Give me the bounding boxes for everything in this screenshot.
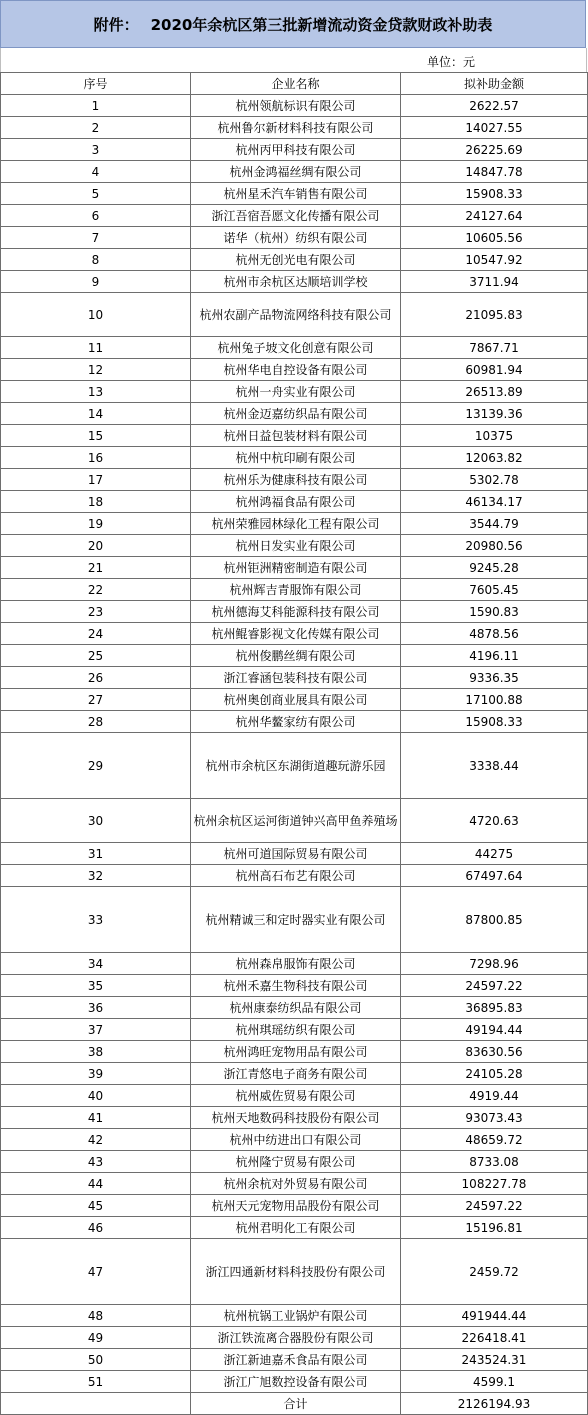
row-number: 8	[1, 249, 191, 271]
row-number: 36	[1, 997, 191, 1019]
subsidy-amount: 7605.45	[401, 579, 588, 601]
table-row	[1, 535, 588, 557]
company-name: 杭州日发实业有限公司	[191, 535, 401, 557]
table-row	[1, 1151, 588, 1173]
table-row	[1, 249, 588, 271]
row-number: 50	[1, 1349, 191, 1371]
company-name: 杭州农副产品物流网络科技有限公司	[191, 293, 401, 337]
table-row	[1, 1195, 588, 1217]
table-row	[1, 1217, 588, 1239]
table-row	[1, 117, 588, 139]
table-row	[1, 205, 588, 227]
company-name: 杭州辉吉青服饰有限公司	[191, 579, 401, 601]
table-row	[1, 1041, 588, 1063]
table-row	[1, 975, 588, 997]
row-number: 17	[1, 469, 191, 491]
subsidy-amount: 15908.33	[401, 183, 588, 205]
header-no: 序号	[1, 73, 191, 95]
row-number: 23	[1, 601, 191, 623]
company-name: 杭州钜洲精密制造有限公司	[191, 557, 401, 579]
table-row	[1, 865, 588, 887]
subsidy-amount: 10547.92	[401, 249, 588, 271]
row-number: 33	[1, 887, 191, 953]
row-number: 20	[1, 535, 191, 557]
table-row	[1, 1129, 588, 1151]
row-number: 22	[1, 579, 191, 601]
row-number: 41	[1, 1107, 191, 1129]
subsidy-amount: 12063.82	[401, 447, 588, 469]
row-number: 43	[1, 1151, 191, 1173]
company-name: 杭州高石布艺有限公司	[191, 865, 401, 887]
table-row	[1, 183, 588, 205]
company-name: 杭州中杭印刷有限公司	[191, 447, 401, 469]
table-body	[1, 73, 588, 1415]
row-number: 51	[1, 1371, 191, 1393]
subsidy-amount: 4878.56	[401, 623, 588, 645]
table-row	[1, 161, 588, 183]
subsidy-amount: 3711.94	[401, 271, 588, 293]
row-number: 13	[1, 381, 191, 403]
company-name: 杭州华鳌家纺有限公司	[191, 711, 401, 733]
table-row	[1, 557, 588, 579]
company-name: 杭州市余杭区东湖街道趣玩游乐园	[191, 733, 401, 799]
table-row	[1, 645, 588, 667]
table-row	[1, 623, 588, 645]
subsidy-amount: 49194.44	[401, 1019, 588, 1041]
company-name: 杭州金迈嘉纺织品有限公司	[191, 403, 401, 425]
company-name: 杭州一舟实业有限公司	[191, 381, 401, 403]
row-number: 4	[1, 161, 191, 183]
subsidy-amount: 21095.83	[401, 293, 588, 337]
subsidy-amount: 7867.71	[401, 337, 588, 359]
subsidy-amount: 2622.57	[401, 95, 588, 117]
company-name: 浙江青悠电子商务有限公司	[191, 1063, 401, 1085]
row-number: 21	[1, 557, 191, 579]
company-name: 杭州领航标识有限公司	[191, 95, 401, 117]
subsidy-amount: 4919.44	[401, 1085, 588, 1107]
company-name: 杭州鸿福食品有限公司	[191, 491, 401, 513]
total-row	[1, 1393, 588, 1415]
row-number: 1	[1, 95, 191, 117]
subsidy-amount: 93073.43	[401, 1107, 588, 1129]
subsidy-amount: 9245.28	[401, 557, 588, 579]
table-row	[1, 293, 588, 337]
row-number: 10	[1, 293, 191, 337]
table-row	[1, 513, 588, 535]
company-name: 杭州日益包装材料有限公司	[191, 425, 401, 447]
table-row	[1, 447, 588, 469]
subsidy-amount: 13139.36	[401, 403, 588, 425]
table-row	[1, 1173, 588, 1195]
table-row	[1, 381, 588, 403]
company-name: 浙江铁流离合器股份有限公司	[191, 1327, 401, 1349]
subsidy-amount: 17100.88	[401, 689, 588, 711]
subsidy-amount: 3338.44	[401, 733, 588, 799]
company-name: 杭州隆宁贸易有限公司	[191, 1151, 401, 1173]
row-number: 2	[1, 117, 191, 139]
title-prefix: 附件：	[93, 15, 139, 34]
row-number: 46	[1, 1217, 191, 1239]
subsidy-amount: 4599.1	[401, 1371, 588, 1393]
row-number: 49	[1, 1327, 191, 1349]
header-row	[1, 73, 588, 95]
row-number: 37	[1, 1019, 191, 1041]
company-name: 杭州森帛服饰有限公司	[191, 953, 401, 975]
table-row	[1, 1019, 588, 1041]
table-row	[1, 491, 588, 513]
company-name: 杭州兔子坡文化创意有限公司	[191, 337, 401, 359]
subsidy-amount: 8733.08	[401, 1151, 588, 1173]
subsidy-amount: 4196.11	[401, 645, 588, 667]
table-row	[1, 403, 588, 425]
table-row	[1, 711, 588, 733]
table-row	[1, 579, 588, 601]
subsidy-amount: 2459.72	[401, 1239, 588, 1305]
company-name: 浙江广旭数控设备有限公司	[191, 1371, 401, 1393]
company-name: 杭州禾嘉生物科技有限公司	[191, 975, 401, 997]
table-row	[1, 997, 588, 1019]
company-name: 杭州丙甲科技有限公司	[191, 139, 401, 161]
table-title-bar	[0, 0, 586, 48]
company-name: 杭州可道国际贸易有限公司	[191, 843, 401, 865]
table-row	[1, 1239, 588, 1305]
total-label: 合计	[191, 1393, 401, 1415]
row-number: 18	[1, 491, 191, 513]
table-row	[1, 1371, 588, 1393]
row-number: 42	[1, 1129, 191, 1151]
subsidy-amount: 24597.22	[401, 1195, 588, 1217]
company-name: 杭州余杭区运河街道钟兴高甲鱼养殖场	[191, 799, 401, 843]
subsidy-amount: 46134.17	[401, 491, 588, 513]
subsidy-amount: 15196.81	[401, 1217, 588, 1239]
table-row	[1, 425, 588, 447]
header-company: 企业名称	[191, 73, 401, 95]
total-amount: 2126194.93	[401, 1393, 588, 1415]
company-name: 杭州精诚三和定时器实业有限公司	[191, 887, 401, 953]
company-name: 杭州天地数码科技股份有限公司	[191, 1107, 401, 1129]
company-name: 杭州乐为健康科技有限公司	[191, 469, 401, 491]
table-row	[1, 953, 588, 975]
row-number: 34	[1, 953, 191, 975]
subsidy-amount: 226418.41	[401, 1327, 588, 1349]
row-number: 39	[1, 1063, 191, 1085]
company-name: 浙江睿涵包装科技有限公司	[191, 667, 401, 689]
table-row	[1, 733, 588, 799]
row-number: 44	[1, 1173, 191, 1195]
company-name: 杭州荣雅园林绿化工程有限公司	[191, 513, 401, 535]
company-name: 杭州鲲睿影视文化传媒有限公司	[191, 623, 401, 645]
company-name: 杭州琪瑶纺织有限公司	[191, 1019, 401, 1041]
subsidy-amount: 1590.83	[401, 601, 588, 623]
table-row	[1, 1085, 588, 1107]
subsidy-table	[0, 72, 588, 1415]
table-row	[1, 843, 588, 865]
subsidy-amount: 20980.56	[401, 535, 588, 557]
table-row	[1, 139, 588, 161]
company-name: 杭州无创光电有限公司	[191, 249, 401, 271]
subsidy-amount: 5302.78	[401, 469, 588, 491]
table-row	[1, 601, 588, 623]
row-number: 32	[1, 865, 191, 887]
row-number: 38	[1, 1041, 191, 1063]
table-row	[1, 271, 588, 293]
row-number: 7	[1, 227, 191, 249]
subsidy-amount: 10375	[401, 425, 588, 447]
subsidy-amount: 24597.22	[401, 975, 588, 997]
subsidy-amount: 15908.33	[401, 711, 588, 733]
subsidy-amount: 491944.44	[401, 1305, 588, 1327]
row-number: 3	[1, 139, 191, 161]
row-number: 25	[1, 645, 191, 667]
row-number: 30	[1, 799, 191, 843]
subsidy-amount: 87800.85	[401, 887, 588, 953]
row-number: 19	[1, 513, 191, 535]
company-name: 杭州康泰纺织品有限公司	[191, 997, 401, 1019]
company-name: 浙江新迪嘉禾食品有限公司	[191, 1349, 401, 1371]
subsidy-amount: 26513.89	[401, 381, 588, 403]
company-name: 杭州天元宠物用品股份有限公司	[191, 1195, 401, 1217]
company-name: 诺华（杭州）纺织有限公司	[191, 227, 401, 249]
subsidy-amount: 4720.63	[401, 799, 588, 843]
company-name: 杭州威佐贸易有限公司	[191, 1085, 401, 1107]
company-name: 杭州鸿旺宠物用品有限公司	[191, 1041, 401, 1063]
header-amount: 拟补助金额	[401, 73, 588, 95]
table-row	[1, 1349, 588, 1371]
table-row	[1, 469, 588, 491]
company-name: 杭州君明化工有限公司	[191, 1217, 401, 1239]
row-number: 15	[1, 425, 191, 447]
row-number: 27	[1, 689, 191, 711]
subsidy-amount: 14027.55	[401, 117, 588, 139]
company-name: 杭州德海艾科能源科技有限公司	[191, 601, 401, 623]
row-number: 47	[1, 1239, 191, 1305]
subsidy-amount: 60981.94	[401, 359, 588, 381]
table-row	[1, 227, 588, 249]
table-row	[1, 799, 588, 843]
subsidy-amount: 36895.83	[401, 997, 588, 1019]
company-name: 杭州俊鹏丝绸有限公司	[191, 645, 401, 667]
row-number: 12	[1, 359, 191, 381]
subsidy-amount: 3544.79	[401, 513, 588, 535]
subsidy-amount: 83630.56	[401, 1041, 588, 1063]
row-number: 29	[1, 733, 191, 799]
row-number: 11	[1, 337, 191, 359]
subsidy-amount: 10605.56	[401, 227, 588, 249]
subsidy-amount: 48659.72	[401, 1129, 588, 1151]
subsidy-amount: 9336.35	[401, 667, 588, 689]
row-number: 14	[1, 403, 191, 425]
row-number: 35	[1, 975, 191, 997]
table-row	[1, 337, 588, 359]
company-name: 浙江吾宿吾愿文化传播有限公司	[191, 205, 401, 227]
company-name: 杭州中纺进出口有限公司	[191, 1129, 401, 1151]
unit-row	[0, 48, 587, 72]
row-number: 28	[1, 711, 191, 733]
subsidy-amount: 24105.28	[401, 1063, 588, 1085]
subsidy-amount: 26225.69	[401, 139, 588, 161]
subsidy-amount: 108227.78	[401, 1173, 588, 1195]
row-number: 26	[1, 667, 191, 689]
subsidy-amount: 24127.64	[401, 205, 588, 227]
row-number: 40	[1, 1085, 191, 1107]
table-row	[1, 667, 588, 689]
company-name: 浙江四通新材料科技股份有限公司	[191, 1239, 401, 1305]
row-number: 24	[1, 623, 191, 645]
table-row	[1, 1305, 588, 1327]
row-number: 5	[1, 183, 191, 205]
subsidy-amount: 67497.64	[401, 865, 588, 887]
row-number: 9	[1, 271, 191, 293]
total-empty-cell	[1, 1393, 191, 1415]
row-number: 48	[1, 1305, 191, 1327]
table-title: 2020年余杭区第三批新增流动资金贷款财政补助表	[150, 15, 493, 34]
company-name: 杭州余杭对外贸易有限公司	[191, 1173, 401, 1195]
table-row	[1, 359, 588, 381]
company-name: 杭州星禾汽车销售有限公司	[191, 183, 401, 205]
subsidy-amount: 44275	[401, 843, 588, 865]
table-row	[1, 95, 588, 117]
row-number: 6	[1, 205, 191, 227]
subsidy-amount: 7298.96	[401, 953, 588, 975]
table-row	[1, 1107, 588, 1129]
company-name: 杭州鲁尔新材料科技有限公司	[191, 117, 401, 139]
company-name: 杭州奥创商业展具有限公司	[191, 689, 401, 711]
company-name: 杭州杭锅工业锅炉有限公司	[191, 1305, 401, 1327]
table-row	[1, 1063, 588, 1085]
table-row	[1, 887, 588, 953]
table-row	[1, 689, 588, 711]
unit-label: 单位：元	[427, 55, 476, 69]
company-name: 杭州市余杭区达顺培训学校	[191, 271, 401, 293]
row-number: 31	[1, 843, 191, 865]
company-name: 杭州华电自控设备有限公司	[191, 359, 401, 381]
company-name: 杭州金鸿福丝绸有限公司	[191, 161, 401, 183]
subsidy-amount: 243524.31	[401, 1349, 588, 1371]
subsidy-amount: 14847.78	[401, 161, 588, 183]
table-row	[1, 1327, 588, 1349]
row-number: 45	[1, 1195, 191, 1217]
row-number: 16	[1, 447, 191, 469]
